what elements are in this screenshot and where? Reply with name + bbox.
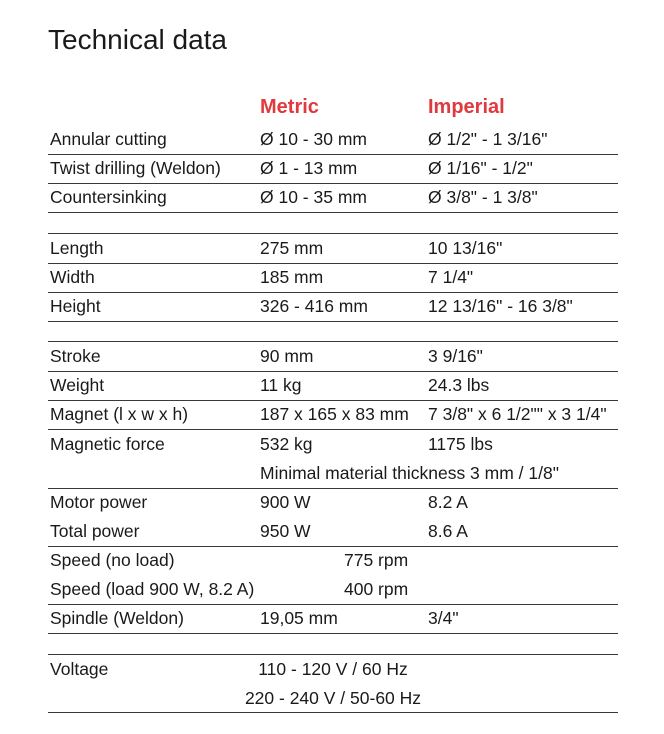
spec-row-annular-cutting	[48, 125, 618, 153]
spec-imperial: 7 1/4"	[428, 267, 474, 287]
spec-value: 400 rpm	[344, 579, 409, 599]
spec-imperial: 8.6 A	[428, 521, 468, 541]
spec-label: Motor power	[50, 492, 148, 512]
spec-metric: 11 kg	[260, 375, 302, 395]
spec-metric: Ø 10 - 30 mm	[260, 129, 367, 149]
spec-value: 775 rpm	[344, 550, 409, 570]
spec-row-min-thickness	[48, 459, 618, 487]
spec-imperial: 3 9/16"	[428, 346, 483, 366]
divider	[48, 321, 618, 322]
spec-row-stroke	[48, 342, 618, 370]
spec-label: Annular cutting	[50, 129, 167, 149]
spec-imperial: 12 13/16" - 16 3/8"	[428, 296, 573, 316]
spec-metric: 950 W	[260, 521, 311, 541]
divider	[48, 712, 618, 713]
divider	[48, 633, 618, 634]
spec-note: Minimal material thickness 3 mm / 1/8"	[260, 463, 559, 483]
spec-row-width	[48, 263, 618, 291]
spec-row-length	[48, 234, 618, 262]
imperial-header: Imperial	[428, 96, 505, 118]
spec-metric: 19,05 mm	[260, 608, 338, 628]
spec-row-speed-no-load	[48, 546, 618, 574]
spec-metric: 326 - 416 mm	[260, 296, 368, 316]
spec-metric: 187 x 165 x 83 mm	[260, 404, 409, 424]
metric-header: Metric	[260, 96, 319, 118]
spec-row-twist-drilling	[48, 154, 618, 182]
spec-metric: 532 kg	[260, 434, 313, 454]
spec-label: Magnetic force	[50, 434, 165, 454]
spec-imperial: 3/4"	[428, 608, 459, 628]
spec-imperial: 7 3/8" x 6 1/2"" x 3 1/4"	[428, 404, 607, 424]
spec-label: Magnet (l x w x h)	[50, 404, 189, 424]
spec-label: Weight	[50, 375, 105, 395]
spec-row-magnetic-force	[48, 430, 618, 458]
spec-metric: 900 W	[260, 492, 311, 512]
spec-imperial: 8.2 A	[428, 492, 468, 512]
spec-metric: Ø 10 - 35 mm	[260, 187, 367, 207]
spec-imperial: 10 13/16"	[428, 238, 503, 258]
spec-row-countersinking	[48, 183, 618, 211]
spec-imperial: 1175 lbs	[428, 434, 493, 454]
spec-label: Width	[50, 267, 95, 287]
spec-row-weight	[48, 371, 618, 399]
spec-imperial: Ø 3/8" - 1 3/8"	[428, 187, 538, 207]
spec-metric: Ø 1 - 13 mm	[260, 158, 358, 178]
spec-label: Twist drilling (Weldon)	[50, 158, 221, 178]
voltage-value-1: 110 - 120 V / 60 Hz	[258, 659, 408, 679]
spec-imperial: Ø 1/16" - 1/2"	[428, 158, 533, 178]
spec-row-magnet	[48, 400, 618, 428]
spec-label: Length	[50, 238, 104, 258]
spec-metric: 275 mm	[260, 238, 324, 258]
spec-label: Height	[50, 296, 101, 316]
spec-metric: 185 mm	[260, 267, 324, 287]
spec-row-spindle	[48, 604, 618, 632]
spec-label: Countersinking	[50, 187, 167, 207]
voltage-value-2: 220 - 240 V / 50-60 Hz	[244, 688, 422, 708]
spec-imperial: Ø 1/2" - 1 3/16"	[428, 129, 548, 149]
spec-label: Speed (load 900 W, 8.2 A)	[50, 579, 255, 599]
spec-row-total-power	[48, 517, 618, 545]
spec-label: Spindle (Weldon)	[50, 608, 184, 628]
divider	[48, 212, 618, 213]
spec-metric: 90 mm	[260, 346, 314, 366]
spec-label: Stroke	[50, 346, 101, 366]
spec-label: Total power	[50, 521, 140, 541]
spec-label: Speed (no load)	[50, 550, 175, 570]
spec-row-motor-power	[48, 488, 618, 516]
spec-row-speed-load	[48, 575, 618, 603]
spec-label: Voltage	[50, 659, 109, 679]
page-title: Technical data	[48, 24, 228, 55]
spec-row-height	[48, 292, 618, 320]
spec-imperial: 24.3 lbs	[428, 375, 490, 395]
